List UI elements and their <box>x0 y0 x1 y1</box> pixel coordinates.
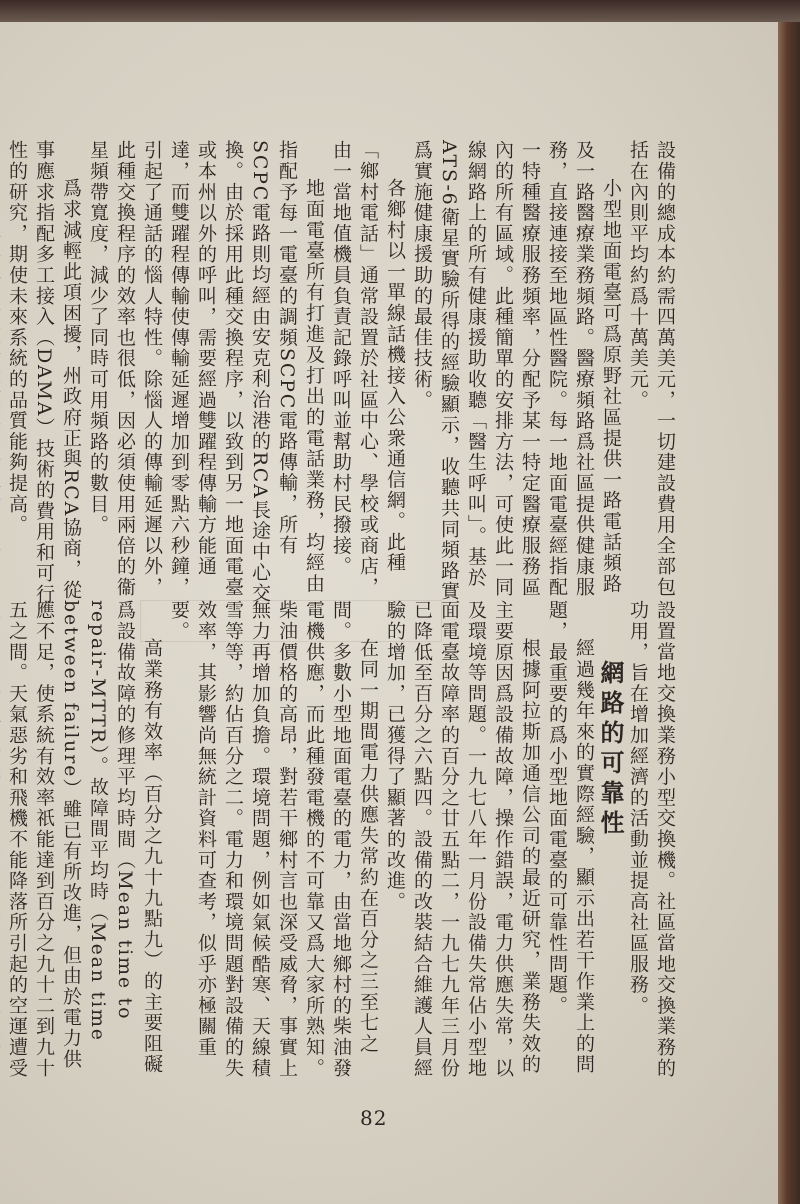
paragraph: 設置當地交換業務小型交換機。社區當地交換業務的功用，旨在增加經濟的活動並提高社區服務。 <box>627 600 676 1079</box>
paragraph: 小型地面電臺可爲原野社區提供一路電話頻路及一路醫療業務頻路。醫療頻路爲社區提供健康服務，直接連接至地區性醫院。每一地面電臺經指配一特種醫療服務頻率，分配予某一特定醫療服務區內的所有區域。此種簡單的安排方法，可使此一同線網路上的所有健康援助收聽「醫生呼叫」。基於ATS-6衛星實驗所得的經驗顯示，收聽共同頻路實爲實施健康援助的最佳技術。 <box>411 140 622 602</box>
top-edge <box>0 0 800 22</box>
paragraph: 爲求減輕此項困擾，州政府正與RCA協商，從事應求指配多工接入（DAMA）技術的費用和可行性的研究，期使未來系統的品質能夠提高。 <box>6 140 82 605</box>
upper-text-column <box>6 140 678 610</box>
paragraph <box>0 140 3 610</box>
paragraph: 地面電臺所有打進及打出的電話業務，均經由指配予每一電臺的調頻SCPC電路傳輸，所有SCPC電路則均經由安克利治港的RCA長途中心交換。由於採用此種交換程序，以致到另一地面電臺或本州以外的呼叫，需要經過雙躍程傳輸方能通達，而雙躍程傳輸使傳輸延遲增加到零點六秒鐘，引起了通話的惱人特性。除惱人的傳輸延遲以外，此種交換程序的效率也很低，因必須使用兩倍的衞星頻帶寬度，減少了同時可用頻路的數目。 <box>87 140 325 604</box>
page-number: 82 <box>360 1106 388 1130</box>
lower-text-column <box>6 600 678 1090</box>
paragraph: 各鄉村以一單線話機接入公衆通信網。此種「鄉村電話」通常設置於社區中心、學校或商店，由一當地值機員負責記錄呼叫並幫助村民撥接。 <box>330 140 406 598</box>
paragraph: 根據阿拉斯加通信公司的最近研究，業務失效的主要原因爲設備故障，操作錯誤，電力供應失常，以及環境等問題。一九七八年一月份設備失常佔小型地面電臺故障率的百分之廿五點二，一九七九年三月份已降低至百分之六點四。設備的改裝結合維護人員經驗的增加，已獲得了顯著的改進。 <box>384 600 541 1079</box>
paragraph: 經過幾年來的實際經驗，顯示出若干作業上的問題，最重要的爲小型地面電臺的可靠性問題。 <box>546 600 595 1075</box>
paragraph: 設備的總成本約需四萬美元，一切建設費用全部包括在內則平均約爲十萬美元。 <box>627 140 676 598</box>
book-spine <box>778 0 800 1204</box>
section-heading: 網路的可靠性 <box>596 660 625 840</box>
paragraph: 在同一期間電力供應失常約在百分之三至七之間。多數小型地面電臺的電力，由當地鄉村的柴油發電機供應，而此種發電機的不可靠又爲大家所熟知。柴油價格的高昂，對若干鄉村言也深受威脅，事實上無力再增加負擔。環境問題，例如氣候酷寒、天線積雪等等，約佔百分之二。電力和環境問題對設備的失效率，其影響尚無統計資料可查考，似乎亦極關重要。 <box>168 600 379 1079</box>
paragraph: 高業務有效率（百分之九十九點九）的主要阻礙爲設備故障的修理平均時間（Mean time to repair-MTTR）。故障間平均時（Mean time between failure）雖已有所改進，但由於電力供應不足，使系統有效率祇能達到百分之九十二到九十五之間。天氣惡劣和飛機不能降落所引起的空運遭受 <box>6 600 163 1079</box>
